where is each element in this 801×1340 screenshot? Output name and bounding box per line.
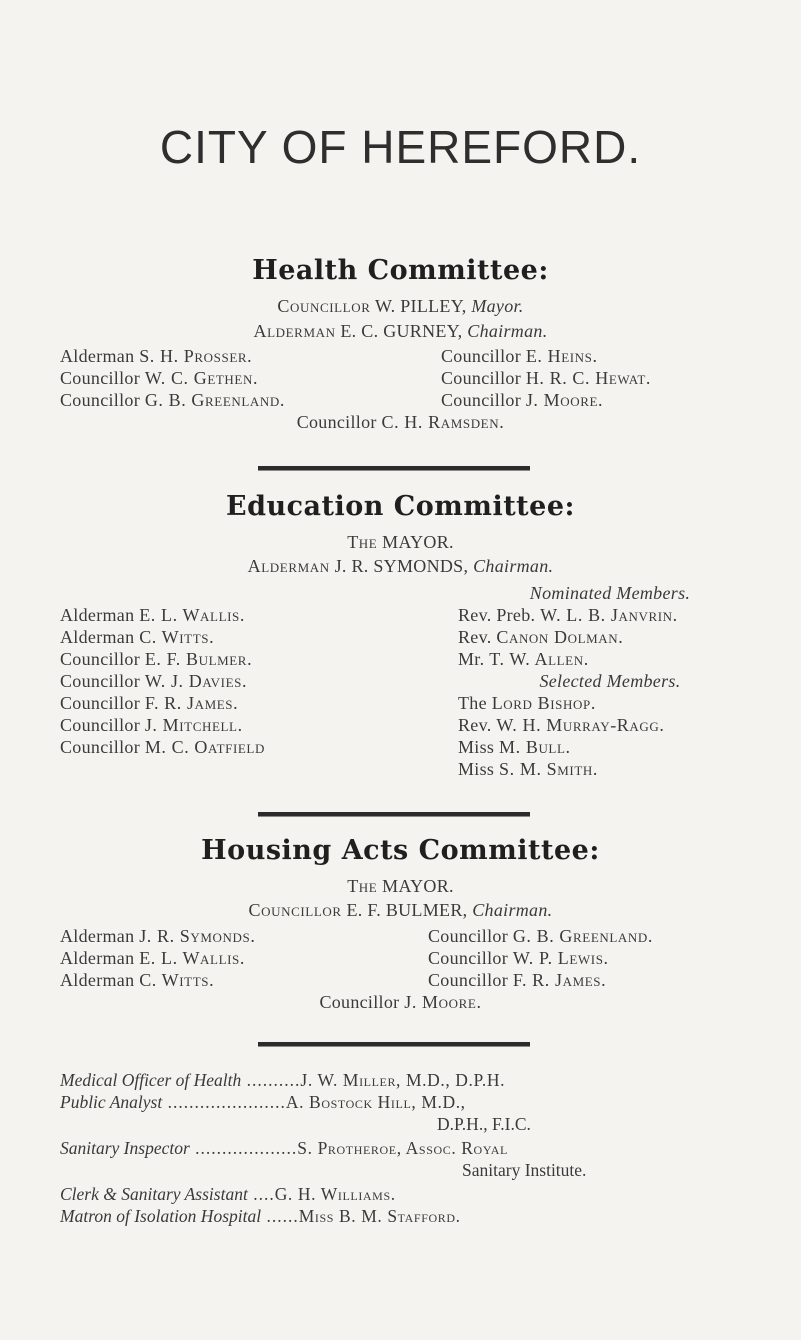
member-title: Councillor — [60, 715, 140, 735]
member-title: Rev. Preb. — [458, 605, 536, 625]
member-title: The — [347, 532, 378, 552]
member-title: The — [458, 693, 487, 713]
member-entry — [441, 367, 651, 389]
education-mayor-line — [0, 532, 801, 553]
member-name: E. L. Wallis. — [139, 605, 245, 625]
member-title: Alderman — [253, 321, 336, 341]
section-divider — [258, 812, 530, 817]
page-title: CITY OF HEREFORD. — [159, 121, 642, 173]
member-entry — [60, 947, 255, 969]
member-title: Councillor — [60, 737, 140, 757]
member-title: Councillor — [296, 412, 377, 432]
member-title: Alderman — [60, 970, 135, 990]
housing-committee-heading: Housing Acts Committee: — [201, 835, 600, 866]
member-name: W. L. B. Janvrin. — [540, 605, 678, 625]
member-title: Alderman — [60, 627, 135, 647]
member-title: Councillor — [60, 390, 140, 410]
member-name: W. P. Lewis. — [512, 948, 609, 968]
member-entry — [441, 389, 651, 411]
officer-name: G. H. Williams. — [274, 1184, 396, 1204]
officer-role: Sanitary Inspector — [60, 1138, 190, 1158]
nominated-members-heading: Nominated Members. — [529, 583, 691, 603]
member-name: W. C. Gethen. — [144, 368, 259, 388]
member-title: Mr. — [458, 649, 485, 669]
member-name: W. J. Davies. — [144, 671, 248, 691]
member-entry — [60, 389, 285, 411]
member-title: Councillor — [60, 649, 140, 669]
member-title: Alderman — [60, 926, 135, 946]
member-title: Rev. — [458, 715, 492, 735]
officer-name: A. Bostock Hill, M.D., — [285, 1092, 466, 1112]
education-committee-heading: Education Committee: — [226, 491, 575, 522]
officer-role: Clerk & Sanitary Assistant — [60, 1184, 248, 1204]
member-name: G. B. Greenland. — [512, 926, 653, 946]
member-entry — [60, 736, 265, 758]
member-entry — [60, 692, 265, 714]
health-committee-heading: Health Committee: — [252, 255, 549, 286]
member-name: MAYOR. — [382, 876, 454, 896]
member-name: E. F. Bulmer. — [144, 649, 253, 669]
education-co-opted-members — [458, 582, 770, 780]
member-name: W. H. Murray-Ragg. — [496, 715, 665, 735]
member-title: Councillor — [428, 948, 508, 968]
housing-members-right — [428, 925, 653, 991]
member-title: Alderman — [60, 605, 135, 625]
education-members-left — [60, 604, 265, 758]
officer-role: Public Analyst — [60, 1092, 163, 1112]
officer-row — [60, 1137, 780, 1159]
health-last-member — [0, 412, 801, 433]
health-mayor-line — [0, 296, 801, 317]
leader-dots: .......... — [241, 1070, 301, 1090]
member-role: Chairman. — [473, 556, 554, 576]
member-role: Chairman. — [467, 321, 548, 341]
member-name: M. C. Oatfield — [144, 737, 265, 757]
member-entry — [458, 714, 770, 736]
member-entry — [458, 736, 770, 758]
member-name: G. B. Greenland. — [144, 390, 285, 410]
member-name: C. H. Ramsden. — [381, 412, 505, 432]
member-name: Canon Dolman. — [496, 627, 624, 647]
member-title: Councillor — [319, 992, 400, 1012]
member-name: C. Witts. — [139, 970, 215, 990]
member-title: Councillor — [60, 368, 140, 388]
member-title: Miss — [458, 737, 495, 757]
member-entry — [428, 947, 653, 969]
member-entry — [60, 345, 285, 367]
officer-name: S. Protheroe, Assoc. Royal — [297, 1138, 508, 1158]
member-entry — [60, 969, 255, 991]
member-entry — [441, 345, 651, 367]
member-title: Miss — [458, 759, 495, 779]
officer-row — [60, 1091, 780, 1113]
member-entry — [428, 969, 653, 991]
member-name: C. Witts. — [139, 627, 215, 647]
member-title: Councillor — [248, 900, 342, 920]
member-name: F. R. James. — [512, 970, 607, 990]
member-entry — [60, 626, 265, 648]
member-title: Alderman — [60, 346, 135, 366]
member-entry — [60, 648, 265, 670]
member-name: S. H. Prosser. — [139, 346, 253, 366]
member-title: Rev. — [458, 627, 492, 647]
health-members-right — [441, 345, 651, 411]
member-entry — [458, 604, 770, 626]
member-title: Councillor — [277, 296, 371, 316]
member-entry — [458, 648, 770, 670]
member-entry — [60, 604, 265, 626]
health-chairman-line — [0, 321, 801, 342]
member-entry — [60, 925, 255, 947]
officer-role: Medical Officer of Health — [60, 1070, 242, 1090]
officer-name-continued: D.P.H., F.I.C. — [437, 1114, 531, 1134]
member-name: F. R. James. — [144, 693, 239, 713]
member-entry — [458, 758, 770, 780]
member-entry — [60, 714, 265, 736]
officer-role: Matron of Isolation Hospital — [60, 1206, 262, 1226]
member-title: Alderman — [247, 556, 330, 576]
member-role: Mayor. — [471, 296, 524, 316]
member-title: Councillor — [60, 693, 140, 713]
housing-mayor-line — [0, 876, 801, 897]
member-title: Councillor — [428, 970, 508, 990]
health-members-left — [60, 345, 285, 411]
officer-row — [60, 1069, 780, 1091]
member-name: T. W. Allen. — [489, 649, 589, 669]
member-title: Councillor — [60, 671, 140, 691]
member-name: MAYOR. — [382, 532, 454, 552]
member-title: Councillor — [441, 368, 521, 388]
leader-dots: ................... — [189, 1138, 298, 1158]
member-title: Councillor — [428, 926, 508, 946]
member-name: H. R. C. Hewat. — [525, 368, 651, 388]
member-entry — [60, 367, 285, 389]
member-name: S. M. Smith. — [499, 759, 598, 779]
section-divider — [258, 466, 530, 471]
member-entry — [428, 925, 653, 947]
member-name: E. Heins. — [525, 346, 598, 366]
member-name: J. R. Symonds. — [139, 926, 256, 946]
member-entry — [458, 626, 770, 648]
member-name: W. PILLEY, — [374, 296, 467, 316]
member-entry — [60, 670, 265, 692]
housing-last-member — [0, 992, 801, 1013]
member-name: E. L. Wallis. — [139, 948, 245, 968]
officer-row — [60, 1205, 780, 1227]
officer-row — [60, 1183, 780, 1205]
officer-name: J. W. Miller, M.D., D.P.H. — [300, 1070, 506, 1090]
education-chairman-line — [0, 556, 801, 577]
member-title: Councillor — [441, 346, 521, 366]
member-title: The — [347, 876, 378, 896]
member-title: Alderman — [60, 948, 135, 968]
member-name: E. C. GURNEY, — [340, 321, 463, 341]
member-title: Councillor — [441, 390, 521, 410]
section-divider — [258, 1042, 530, 1047]
member-role: Chairman. — [472, 900, 553, 920]
officer-name-continued: Sanitary Institute. — [462, 1160, 587, 1180]
leader-dots: ...... — [261, 1206, 299, 1226]
leader-dots: ...................... — [162, 1092, 286, 1112]
member-name: J. Mitchell. — [144, 715, 243, 735]
leader-dots: .... — [247, 1184, 275, 1204]
member-name: J. Moore. — [404, 992, 482, 1012]
member-name: J. Moore. — [525, 390, 604, 410]
officer-name: Miss B. M. Stafford. — [298, 1206, 461, 1226]
member-name: E. F. BULMER, — [346, 900, 468, 920]
member-name: Lord Bishop. — [491, 693, 596, 713]
selected-members-heading: Selected Members. — [539, 671, 681, 691]
member-name: M. Bull. — [499, 737, 571, 757]
member-name: J. R. SYMONDS, — [334, 556, 469, 576]
housing-chairman-line — [0, 900, 801, 921]
member-entry — [458, 692, 770, 714]
housing-members-left — [60, 925, 255, 991]
